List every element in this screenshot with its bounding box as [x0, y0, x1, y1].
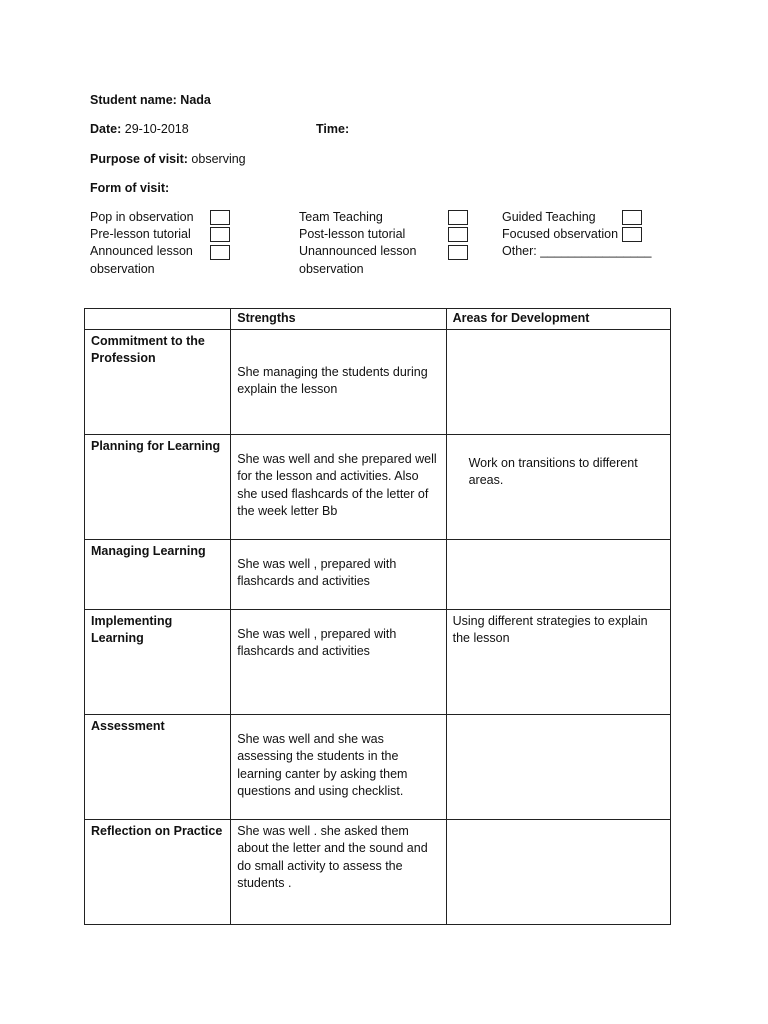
row-strength: She managing the students during explain the lesson — [231, 329, 446, 434]
row-area: Implementing Learning — [85, 609, 231, 714]
row-area: Reflection on Practice — [85, 819, 231, 924]
row-strength: She was well . she asked them about the letter and the sound and do small activity to assess the students . — [231, 819, 446, 924]
purpose-label: Purpose of visit: — [90, 152, 188, 166]
row-development — [446, 329, 670, 434]
row-development: Work on transitions to different areas. — [446, 434, 670, 539]
purpose-value: observing — [191, 152, 246, 166]
row-area: Managing Learning — [85, 539, 231, 609]
header-strengths: Strengths — [231, 309, 446, 330]
date-line — [90, 122, 189, 136]
form-of-visit-label: Form of visit: — [90, 181, 170, 195]
checkbox-guided-teaching[interactable] — [622, 210, 642, 225]
row-strength: She was well , prepared with flashcards and activities — [231, 609, 446, 714]
row-strength: She was well , prepared with flashcards and activities — [231, 539, 446, 609]
option-announced: Announced lesson — [90, 244, 193, 258]
option-pop-in: Pop in observation — [90, 210, 194, 224]
row-development — [446, 714, 670, 819]
student-name-line — [90, 93, 211, 107]
option-post-lesson: Post-lesson tutorial — [299, 227, 406, 241]
time-label: Time: — [316, 122, 350, 136]
row-strength: She was well and she was assessing the students in the learning canter by asking them questions and using checklist. — [231, 714, 446, 819]
table-row — [85, 434, 671, 539]
student-name-value: Nada — [180, 93, 211, 107]
student-name-label: Student name: — [90, 93, 177, 107]
option-other: Other: ________________ — [502, 244, 652, 258]
option-guided-teaching: Guided Teaching — [502, 210, 596, 224]
purpose-line — [90, 152, 246, 166]
table-row — [85, 609, 671, 714]
option-pre-lesson: Pre-lesson tutorial — [90, 227, 191, 241]
option-focused-observation: Focused observation — [502, 227, 619, 241]
checkbox-focused-observation[interactable] — [622, 227, 642, 242]
table-row — [85, 819, 671, 924]
date-label: Date: — [90, 122, 122, 136]
date-value: 29-10-2018 — [124, 122, 189, 136]
option-unannounced: Unannounced lesson — [299, 244, 417, 258]
checkbox-announced[interactable] — [210, 245, 230, 260]
row-area: Commitment to the Profession — [85, 329, 231, 434]
row-area: Assessment — [85, 714, 231, 819]
option-team-teaching: Team Teaching — [299, 210, 383, 224]
table-row — [85, 539, 671, 609]
header-empty — [85, 309, 231, 330]
checkbox-unannounced[interactable] — [448, 245, 468, 260]
option-unannounced-cont: observation — [299, 262, 364, 276]
table-header-row — [85, 309, 671, 330]
row-development — [446, 819, 670, 924]
checkbox-pre-lesson[interactable] — [210, 227, 230, 242]
option-announced-cont: observation — [90, 262, 155, 276]
table-row — [85, 329, 671, 434]
checkbox-team-teaching[interactable] — [448, 210, 468, 225]
row-strength: She was well and she prepared well for the lesson and activities. Also she used flashcards of the letter of the week letter Bb — [231, 434, 446, 539]
header-development: Areas for Development — [446, 309, 670, 330]
observation-table — [84, 308, 671, 925]
row-development: Using different strategies to explain the lesson — [446, 609, 670, 714]
row-development — [446, 539, 670, 609]
checkbox-pop-in[interactable] — [210, 210, 230, 225]
table-row — [85, 714, 671, 819]
checkbox-post-lesson[interactable] — [448, 227, 468, 242]
row-area: Planning for Learning — [85, 434, 231, 539]
